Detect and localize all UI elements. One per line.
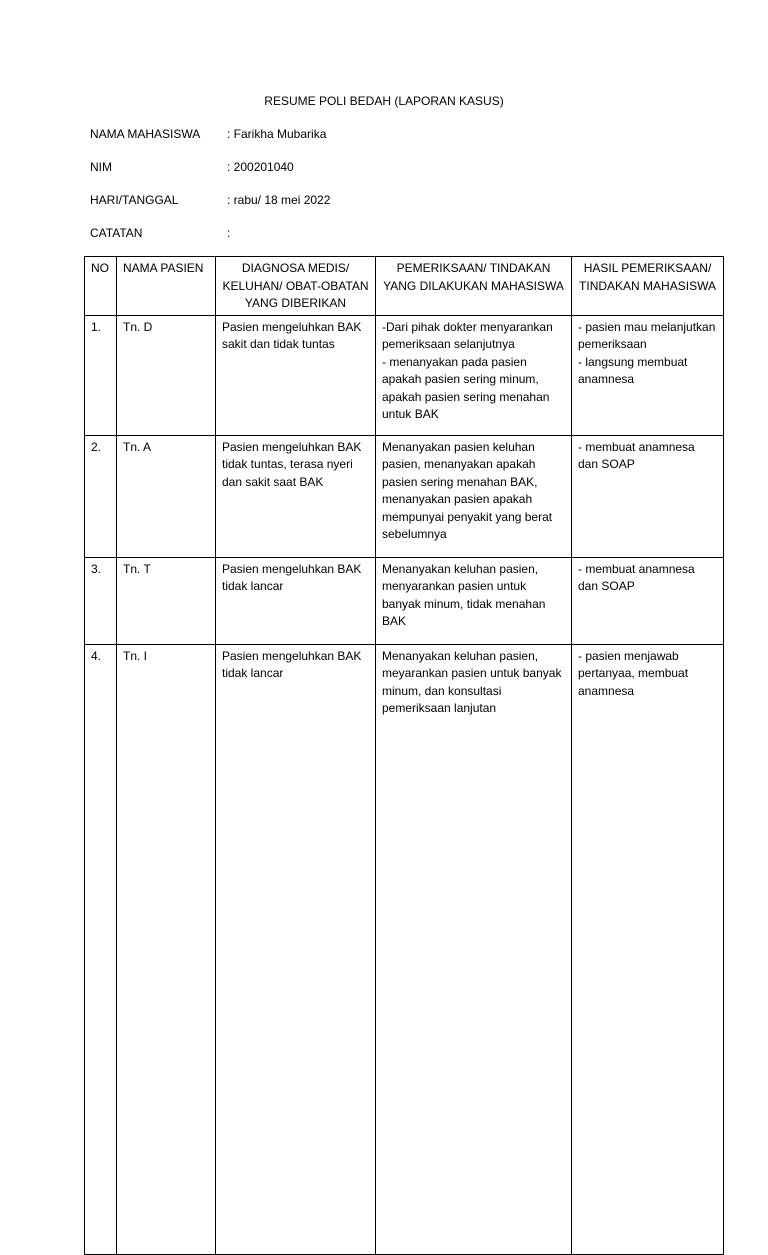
cell-no: 1. — [85, 315, 117, 435]
cell-action — [376, 315, 572, 435]
field-value: : 200201040 — [227, 160, 294, 174]
result-line: - membuat anamnesa dan SOAP — [578, 439, 695, 471]
cell-result — [572, 315, 724, 435]
cell-diagnosis: Pasien mengeluhkan BAK tidak tuntas, terasa nyeri dan sakit saat BAK — [216, 435, 376, 557]
result-line: - langsung membuat anamnesa — [578, 354, 688, 386]
cell-action — [376, 644, 572, 1254]
field-catatan — [90, 226, 230, 240]
field-label: NAMA MAHASISWA — [90, 127, 201, 141]
action-line: Menanyakan pasien keluhan pasien, menanyakan apakah pasien sering menahan BAK, menanyakan pasien apakah mempunyai penyakit yang berat sebelumnya — [382, 439, 553, 541]
action-line: Menanyakan keluhan pasien, meyarankan pasien untuk banyak minum, dan konsultasi pemeriksaan lanjutan — [382, 648, 562, 715]
cell-no: 2. — [85, 435, 117, 557]
cell-diagnosis: Pasien mengeluhkan BAK tidak lancar — [216, 644, 376, 1254]
action-line: Menanyakan keluhan pasien, menyarankan pasien untuk banyak minum, tidak menahan BAK — [382, 561, 546, 628]
cell-action — [376, 557, 572, 644]
cell-result — [572, 644, 724, 1254]
cell-no: 3. — [85, 557, 117, 644]
field-value: : — [227, 226, 231, 240]
header-hasil: HASIL PEMERIKSAAN/ TINDAKAN MAHASISWA — [572, 257, 724, 316]
table-header-row — [85, 257, 724, 316]
field-value: : Farikha Mubarika — [227, 127, 327, 141]
field-label: HARI/TANGGAL — [90, 193, 179, 207]
result-line: - membuat anamnesa dan SOAP — [578, 561, 695, 593]
cell-result — [572, 557, 724, 644]
cell-name: Tn. T — [117, 557, 216, 644]
table-row — [85, 315, 724, 435]
result-line: - pasien menjawab pertanyaa, membuat anamnesa — [578, 648, 689, 698]
field-label: CATATAN — [90, 226, 143, 240]
page-title: RESUME POLI BEDAH (LAPORAN KASUS) — [264, 94, 504, 108]
table-row — [85, 435, 724, 557]
table-row — [85, 644, 724, 1254]
case-table — [84, 256, 724, 1255]
cell-name: Tn. I — [117, 644, 216, 1254]
field-label: NIM — [90, 160, 112, 174]
header-no: NO — [85, 257, 117, 316]
cell-result — [572, 435, 724, 557]
header-nama-pasien: NAMA PASIEN — [117, 257, 216, 316]
table-row — [85, 557, 724, 644]
field-nama-mahasiswa — [90, 127, 326, 141]
cell-diagnosis: Pasien mengeluhkan BAK tidak lancar — [216, 557, 376, 644]
action-line: -Dari pihak dokter menyarankan pemeriksaan selanjutnya — [382, 319, 553, 351]
action-line: - menanyakan pada pasien apakah pasien sering minum, apakah pasien sering menahan untuk BAK — [382, 354, 550, 421]
cell-name: Tn. A — [117, 435, 216, 557]
header-diagnosa: DIAGNOSA MEDIS/ KELUHAN/ OBAT-OBATAN YANG DIBERIKAN — [216, 257, 376, 316]
cell-action — [376, 435, 572, 557]
result-line: - pasien mau melanjutkan pemeriksaan — [578, 319, 716, 351]
cell-diagnosis: Pasien mengeluhkan BAK sakit dan tidak tuntas — [216, 315, 376, 435]
cell-no: 4. — [85, 644, 117, 1254]
cell-name: Tn. D — [117, 315, 216, 435]
field-value: : rabu/ 18 mei 2022 — [227, 193, 331, 207]
field-nim — [90, 160, 294, 174]
header-pemeriksaan: PEMERIKSAAN/ TINDAKAN YANG DILAKUKAN MAHASISWA — [376, 257, 572, 316]
field-hari-tanggal — [90, 193, 330, 207]
